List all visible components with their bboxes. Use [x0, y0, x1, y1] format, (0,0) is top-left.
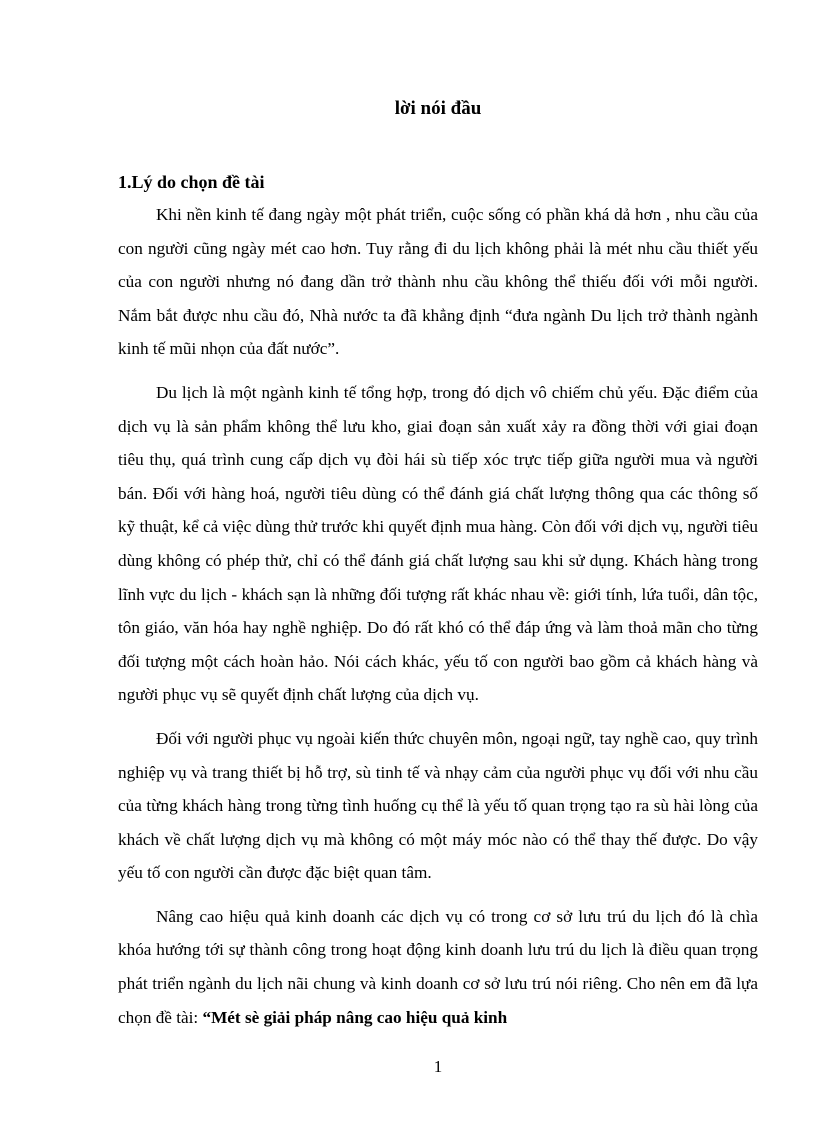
document-title: lời nói đầu [394, 98, 482, 119]
section-heading: 1.Lý do chọn đề tài [118, 172, 265, 192]
thesis-title-bold: “Mét sè giải pháp nâng cao hiệu quả kinh [202, 1007, 508, 1027]
paragraph-1: Khi nền kinh tế đang ngày một phát triển, cuộc sống có phần khá dả hơn , nhu cầu của con người cũng ngày mét cao hơn. Tuy rằng đi du lịch không phải là mét nhu cầu thiết yếu của con người nhưng nó đang dần trở thành nhu cầu không thể thiếu đối với mỗi người. Nắm bắt được nhu cầu đó, Nhà nước ta đã khẳng định “đưa ngành Du lịch trở thành ngành kinh tế mũi nhọn của đất nước”. [118, 205, 758, 359]
paragraph-2: Du lịch là một ngành kinh tế tổng hợp, trong đó dịch vô chiếm chủ yếu. Đặc điểm của dịch vụ là sản phẩm không thể lưu kho, giai đoạn sản xuất xảy ra đồng thời với giai đoạn tiêu thụ, quá trình cung cấp dịch vụ đòi hái sù tiếp xóc trực tiếp giữa người mua và người bán. Đối với hàng hoá, người tiêu dùng có thể đánh giá chất lượng thông qua các thông số kỹ thuật, kể cả việc dùng thử trước khi quyết định mua hàng. Còn đối với dịch vụ, người tiêu dùng không có phép thử, chỉ có thể đánh giá chất lượng sau khi sử dụng. Khách hàng trong lĩnh vực du lịch - khách sạn là những đối tượng rất khác nhau về: giới tính, lứa tuổi, dân tộc, tôn giáo, văn hóa hay nghề nghiệp. Do đó rất khó có thể đáp ứng và làm thoả mãn cho từng đối tượng một cách hoàn hảo. Nói cách khác, yếu tố con người bao gồm cả khách hàng và người phục vụ sẽ quyết định chất lượng của dịch vụ. [118, 382, 758, 705]
page-number: 1 [433, 1057, 443, 1076]
paragraph-3: Đối với người phục vụ ngoài kiến thức chuyên môn, ngoại ngữ, tay nghề cao, quy trình nghiệp vụ và trang thiết bị hỗ trợ, sù tinh tế và nhạy cảm của người phục vụ đối với nhu cầu của từng khách hàng trong từng tình huống cụ thể là yếu tố quan trọng tạo ra sù hài lòng của khách về chất lượng dịch vụ mà không có một máy móc nào có thể thay thế được. Do vậy yếu tố con người cần được đặc biệt quan tâm. [118, 728, 758, 883]
paragraph-4 [118, 900, 758, 1034]
body-text [118, 198, 758, 1034]
document-page [118, 0, 758, 1123]
paragraph-4-text: Nâng cao hiệu quả kinh doanh các dịch vụ có trong cơ sở lưu trú du lịch đó là chìa khóa hướng tới sự thành công trong hoạt động kinh doanh lưu trú du lịch là điều quan trọng phát triển ngành du lịch nãi chung và kinh doanh cơ sở lưu trú nói riêng. Cho nên em đã lựa chọn đề tài: [118, 906, 758, 1027]
